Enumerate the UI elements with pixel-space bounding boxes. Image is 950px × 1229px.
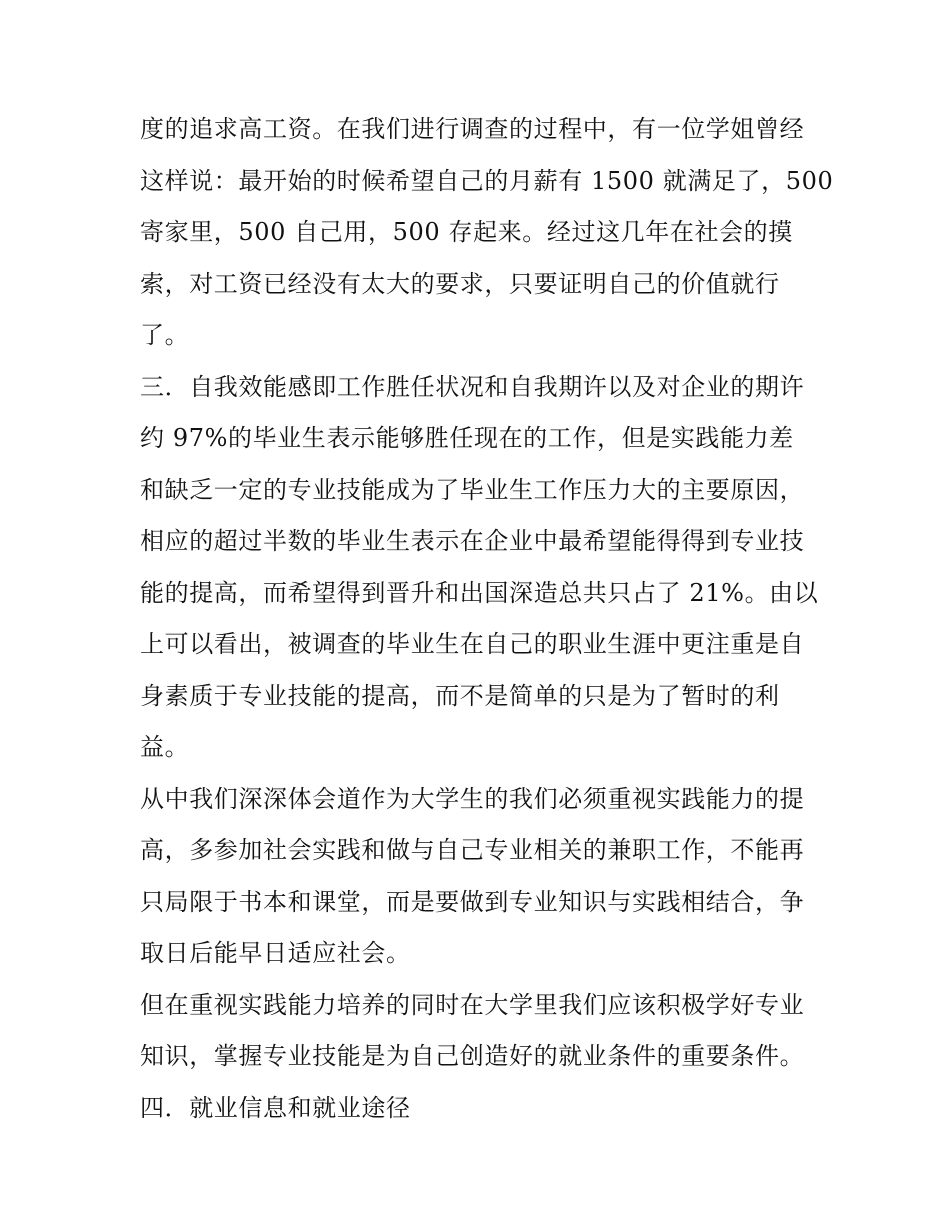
text-line: 了。: [140, 321, 190, 349]
text-line: 上可以看出，被调查的毕业生在自己的职业生涯中更注重是自: [140, 630, 805, 658]
text-line: 寄家里，500 自己用，500 存起来。经过这几年在社会的摸: [140, 218, 793, 246]
text-line: 从中我们深深体会道作为大学生的我们必须重视实践能力的提: [140, 784, 805, 813]
text-line: 这样说：最开始的时候希望自己的月薪有 1500 就满足了，500: [140, 166, 834, 195]
section-heading-4: 四．就业信息和就业途径: [140, 1093, 411, 1122]
text-line: 能的提高，而希望得到晋升和出国深造总共只占了 21%。由以: [140, 578, 819, 607]
document-body: [140, 104, 834, 1134]
section-heading-3: 三．自我效能感即工作胜任状况和自我期许以及对企业的期许: [140, 372, 805, 401]
text-line: 度的追求高工资。在我们进行调查的过程中，有一位学姐曾经: [140, 115, 805, 143]
text-line: 索，对工资已经没有太大的要求，只要证明自己的价值就行: [140, 269, 780, 298]
text-line: 知识，掌握专业技能是为自己创造好的就业条件的重要条件。: [140, 1042, 805, 1070]
text-line: 约 97%的毕业生表示能够胜任现在的工作，但是实践能力差: [140, 424, 794, 452]
text-line: 但在重视实践能力培养的同时在大学里我们应该积极学好专业: [140, 990, 805, 1019]
text-line: 只局限于书本和课堂，而是要做到专业知识与实践相结合，争: [140, 887, 805, 916]
text-line: 身素质于专业技能的提高，而不是简单的只是为了暂时的利: [140, 681, 780, 710]
text-line: 益。: [140, 733, 190, 761]
text-line: 和缺乏一定的专业技能成为了毕业生工作压力大的主要原因，: [140, 475, 805, 504]
text-line: 取日后能早日适应社会。: [140, 939, 411, 967]
text-line: 高，多参加社会实践和做与自己专业相关的兼职工作，不能再: [140, 836, 805, 864]
text-line: 相应的超过半数的毕业生表示在企业中最希望能得得到专业技: [140, 527, 805, 555]
